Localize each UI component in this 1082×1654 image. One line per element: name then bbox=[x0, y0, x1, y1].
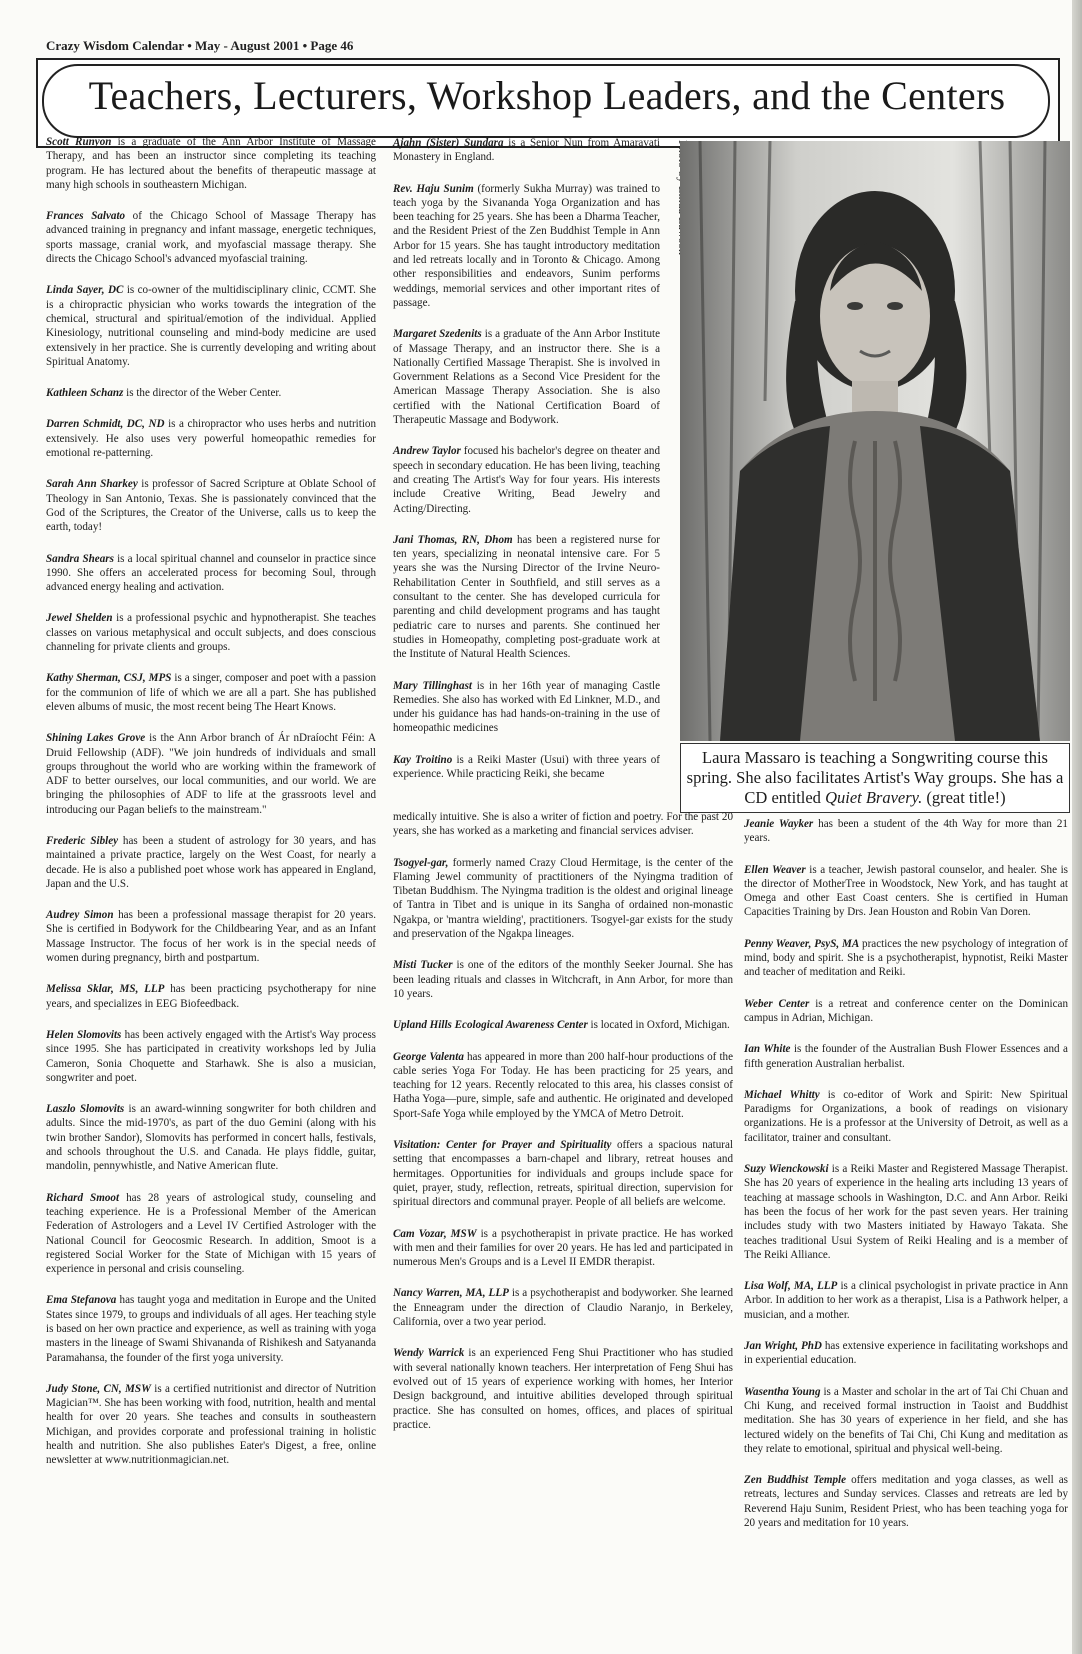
listing-name: Laszlo Slomovits bbox=[46, 1103, 125, 1116]
portrait-photo bbox=[680, 141, 1070, 741]
listing-name: Jeanie Wayker bbox=[744, 818, 814, 830]
listing-name: Upland Hills Ecological Awareness Center bbox=[393, 1019, 588, 1032]
listing-text: is a Reiki Master (Usui) with three years of experience. While practicing Reiki, she became bbox=[393, 753, 660, 780]
listing-entry bbox=[744, 817, 1068, 846]
listing-entry bbox=[744, 1339, 1068, 1368]
listing-name: Ajahn (Sister) Sundara bbox=[393, 137, 504, 149]
listing-text: focused his bachelor's degree on theater and speech in secondary education. He has been living, teaching and creating The Artist's Way for four years. His interests include Creative Writing, Bead Jewelry and Acting/Directing. bbox=[393, 445, 660, 515]
listing-text: is a chiropractor who uses herbs and nutrition extensively. He also uses very powerful homeopathic remedies for emotional re-patterning. bbox=[46, 418, 376, 460]
listing-text: is a local spiritual channel and counselor in practice since 1990. She offers an accelerated process for becoming Soul, through advanced energy healing and activation. bbox=[46, 552, 376, 594]
listing-name: Melissa Sklar, MS, LLP bbox=[46, 983, 165, 996]
listing-name: Kathleen Schanz bbox=[46, 387, 124, 400]
listing-text: is the founder of the Australian Bush Flower Essences and a fifth generation Australian herbalist. bbox=[744, 1043, 1068, 1070]
listing-text: is a certified nutritionist and director of Nutrition Magician™. She has been working with food, nutrition, health and mental health for over 20 years. She teaches and consults in southeastern Michigan, and provides corporate and professional training in holistic health and nutrition. She also publishes Eater's Digest, a free, online newsletter at www.nutritionmagician.net. bbox=[46, 1382, 376, 1467]
listing-name: Misti Tucker bbox=[393, 959, 453, 972]
listing-entry bbox=[744, 937, 1068, 980]
listing-text: has been a professional massage therapist for 20 years. She is certified in Bodywork for the Childbearing Year, and as an Infant Massage Instructor. The focus of her work is in the special needs of women during pregnancy, birth and postpartum. bbox=[46, 909, 376, 965]
listing-entry bbox=[46, 671, 376, 714]
listing-entry bbox=[46, 417, 376, 460]
listing-name: Lisa Wolf, MA, LLP bbox=[744, 1280, 838, 1293]
listing-name: Ian White bbox=[744, 1043, 791, 1056]
listing-text: has extensive experience in facilitating workshops and in experiential education. bbox=[744, 1340, 1068, 1367]
listing-name: Frances Salvato bbox=[46, 210, 126, 223]
page-title: Teachers, Lecturers, Workshop Leaders, and the Centers bbox=[88, 73, 1006, 118]
listing-text: has been practicing psychotherapy for nine years, and specializes in EEG Biofeedback. bbox=[46, 983, 377, 1010]
listing-name: Scott Runyon bbox=[46, 136, 112, 148]
listing-entry bbox=[46, 834, 376, 891]
listing-entry bbox=[393, 810, 733, 839]
listing-name: Jani Thomas, RN, Dhom bbox=[393, 533, 513, 546]
listing-entry bbox=[46, 731, 376, 817]
listing-text: is the Ann Arbor branch of Ár nDraíocht Féin: A Druid Fellowship (ADF). "We join hundreds of individuals and small groups throughout the world who are working within the framework of ADF to better ourselves, our local communities, and our world. We are bringing the philosophies of ADF to life at the grassroots level and introducing our Pagan beliefs to the mainstream." bbox=[46, 732, 376, 816]
listing-entry bbox=[393, 856, 733, 942]
listing-entry bbox=[744, 1088, 1068, 1145]
listing-name: Wasentha Young bbox=[744, 1385, 821, 1398]
listing-entry bbox=[393, 1346, 733, 1432]
listing-name: Margaret Szedenits bbox=[393, 328, 482, 341]
listing-name: Tsogyel-gar, bbox=[393, 856, 449, 869]
listing-name: Kathy Sherman, CSJ, MPS bbox=[46, 672, 172, 685]
listing-name: Ema Stefanova bbox=[46, 1294, 117, 1307]
listing-name: Rev. Haju Sunim bbox=[393, 182, 474, 195]
listing-entry bbox=[744, 1162, 1068, 1262]
listing-text: has been a student of astrology for 30 years, and has maintained a private practice, largely on the West Coast, for nearly a decade. He is also a published poet whose work has appeared in England, Japan and the U.S. bbox=[46, 834, 376, 890]
listing-text: offers meditation and yoga classes, as well as retreats, lectures and Sunday services. Classes and retreats are led by Reverend Haju Sunim, Resident Priest, who has been teaching yoga for 20 years and meditation for 10 years. bbox=[744, 1474, 1068, 1529]
listing-text: has taught yoga and meditation in Europe and the United States since 1979, to groups and individuals of all ages. Her teaching style is based on her own practice and experience, as well as training with yoga masters in the lineage of Swami Shivananda of Rishikesh and Satyananda Paramahansa, the founder of the first yoga university. bbox=[46, 1294, 376, 1364]
listing-text: has been actively engaged with the Artist's Way process since 1995. She has participated in creativity workshops led by Julia Cameron, Sonia Choquette and Starhawk. She is also a musician, songwriter and poet. bbox=[46, 1028, 376, 1084]
page-edge bbox=[1072, 0, 1082, 1654]
listing-entry bbox=[393, 958, 733, 1001]
listing-entry bbox=[393, 1138, 733, 1209]
listing-text: practices the new psychology of integration of mind, body and spirit. She is a psychotherapist, hypnotist, Reiki Master and teacher of meditation and Reiki. bbox=[744, 937, 1068, 979]
listing-text: is an award-winning songwriter for both children and adults. Since the mid-1970's, as part of the duo Gemini (along with his twin brother Sandor), Slomovits has performed in concert halls, festivals, and schools throughout the U.S. and Canada. He plays fiddle, guitar, mandolin, pennywhistle, and Native American flute. bbox=[46, 1103, 376, 1173]
listing-entry bbox=[46, 1382, 376, 1468]
listing-name: Visitation: Center for Prayer and Spirituality bbox=[393, 1139, 612, 1152]
listing-name: Darren Schmidt, DC, ND bbox=[46, 418, 165, 431]
listing-entry bbox=[744, 997, 1068, 1026]
listing-name: Judy Stone, CN, MSW bbox=[46, 1382, 151, 1395]
portrait-illustration bbox=[680, 141, 1070, 741]
listing-name: Sandra Shears bbox=[46, 552, 114, 565]
listing-name: Nancy Warren, MA, LLP bbox=[393, 1287, 509, 1300]
listing-entry bbox=[393, 1286, 733, 1329]
listing-name: Andrew Taylor bbox=[393, 445, 461, 458]
listing-entry bbox=[393, 182, 660, 311]
listing-name: Penny Weaver, PsyS, MA bbox=[744, 937, 860, 950]
listing-name: Frederic Sibley bbox=[46, 834, 119, 847]
listing-text: is located in Oxford, Michigan. bbox=[587, 1019, 730, 1032]
listing-text: medically intuitive. She is also a writer of fiction and poetry. For the past 20 years, she has worked as a marketing and financial services adviser. bbox=[393, 811, 733, 838]
listing-name: Kay Troitino bbox=[393, 753, 453, 766]
listing-text: is in her 16th year of managing Castle Remedies. She also has worked with Ed Linkner, M.D., and under his guidance has had hands-on-training in the use of homeopathic medicines bbox=[393, 679, 660, 735]
listing-name: Jan Wright, PhD bbox=[744, 1340, 822, 1353]
listing-entry bbox=[744, 863, 1068, 920]
caption-aside: (great title!) bbox=[922, 788, 1006, 807]
column-2 bbox=[393, 136, 660, 798]
column-1 bbox=[46, 135, 376, 1485]
listing-name: Zen Buddhist Temple bbox=[744, 1474, 847, 1487]
listing-name: Mary Tillinghast bbox=[393, 679, 472, 692]
listing-text: is a psychotherapist and bodyworker. She learned the Enneagram under the direction of Claudio Naranjo, in Berkeley, California, over a two year period. bbox=[393, 1287, 733, 1329]
listing-name: Shining Lakes Grove bbox=[46, 732, 146, 745]
listing-entry bbox=[46, 552, 376, 595]
photo-caption bbox=[680, 743, 1070, 813]
listing-entry bbox=[46, 283, 376, 369]
listing-entry bbox=[46, 209, 376, 266]
listing-text: is co-editor of Work and Spirit: New Spiritual Paradigms for Organizations, a book of readings on visionary organizations. He is a professor at the University of Detroit, as well as a facilitator, trainer and consultant. bbox=[744, 1088, 1068, 1144]
listing-entry bbox=[46, 1028, 376, 1085]
listing-text: is a retreat and conference center on the Dominican campus in Adrian, Michigan. bbox=[744, 997, 1069, 1024]
listing-text: has been a student of the 4th Way for more than 21 years. bbox=[744, 818, 1068, 845]
listing-name: Jewel Shelden bbox=[46, 612, 113, 625]
listing-entry bbox=[744, 1279, 1068, 1322]
listing-entry bbox=[393, 679, 660, 736]
column-3 bbox=[744, 817, 1068, 1547]
listing-name: Cam Vozar, MSW bbox=[393, 1227, 477, 1240]
listing-text: is a Reiki Master and Registered Massage Therapist. She has 20 years of experience in the healing arts including 13 years of teaching at massage schools in Washington, D.C. and Ann Arbor. Reiki has been the focus of her work for the past seven years. Her training includes study with two Masters initiated by Hawayo Takata. She teaches traditional Usui System of Reiki Healing and is a member of The Reiki Alliance. bbox=[744, 1163, 1068, 1261]
listing-entry bbox=[393, 533, 660, 662]
listing-name: Helen Slomovits bbox=[46, 1028, 122, 1041]
listing-name: Linda Sayer, DC bbox=[46, 284, 124, 297]
listing-text: is a teacher, Jewish pastoral counselor, and healer. She is the director of MotherTree in Woodstock, New York, and has taught at Omega and other East Coast centers. She is certified in Human Capacities Training by Drs. Jean Houston and Robin Van Doren. bbox=[744, 863, 1068, 919]
listing-entry bbox=[46, 1102, 376, 1173]
listing-text: is the director of the Weber Center. bbox=[123, 387, 282, 400]
listing-text: has appeared in more than 200 half-hour productions of the cable series Yoga For Today. He has been practicing for 25 years, and teaching for 12 years. Recently relocated to this area, his classes consist of Hatha Yoga—pure, simple, safe and authentic. He originated and developed Sport-Safe Yoga while employed by the YMCA of Metro Detroit. bbox=[393, 1050, 733, 1120]
listing-text: is co-owner of the multidisciplinary clinic, CCMT. She is a chiropractic physician who works towards the integration of the chemical, structural and spiritual/emotion of the individual. Applied Kinesiology, nutritional counseling and mind-body medicine are used extensively in her practice. She is currently developing and writing about Spiritual Anatomy. bbox=[46, 284, 377, 368]
listing-entry bbox=[744, 1385, 1068, 1456]
listing-name: Weber Center bbox=[744, 997, 810, 1010]
listing-text: is an experienced Feng Shui Practitioner who has studied with several nationally known teachers. Her interpretation of Feng Shui has evolved out of 15 years of experience working with homes, her Interior Design background, and intuitive abilities developed through spiritual practice. She has consulted on homes, offices, and places of spiritual practice. bbox=[393, 1347, 734, 1431]
listing-entry bbox=[46, 1293, 376, 1364]
listing-entry bbox=[46, 386, 376, 400]
listing-entry bbox=[46, 477, 376, 534]
listing-entry bbox=[393, 136, 660, 165]
listing-entry bbox=[744, 1042, 1068, 1071]
listing-text: is professor of Sacred Scripture at Oblate School of Theology in San Antonio, Texas. She is passionately convinced that the God of the Scriptures, the Creator of the Universe, calls us to keep the earth, today! bbox=[46, 478, 376, 534]
listing-text: formerly named Crazy Cloud Hermitage, is the center of the Flaming Jewel community of practitioners of the Nyingma tradition of Tibetan Buddhism. The Nyingma tradition is the oldest and original lineage of Tantra in Tibet and is unique in its Sangha of ordained non-monastic Ngakpa, or 'mantra wielding', practitioners. Tsogyel-gar exists for the study and preservation of the Ngakpa lineages. bbox=[393, 856, 733, 941]
listing-text: is a Master and scholar in the art of Tai Chi Chuan and Chi Kung, and received formal instruction in Taoist and Buddhist meditation. She has 30 years of experience in her field, and she has lectured widely on the benefits of Tai Chi, Chi Kung and meditation as they relate to emotional, spiritual and physical well-being. bbox=[744, 1385, 1068, 1455]
column-2-lower bbox=[393, 810, 733, 1449]
listing-name: Sarah Ann Sharkey bbox=[46, 478, 138, 491]
caption-cd-title: Quiet Bravery. bbox=[825, 788, 923, 807]
listing-entry bbox=[393, 1227, 733, 1270]
listing-entry bbox=[393, 1018, 733, 1032]
listing-text: of the Chicago School of Massage Therapy has advanced training in pregnancy and infant massage, energetic techniques, sports massage, cranial work, and myofascial massage therapy. She directs the Chicago School's advanced myofascial training. bbox=[46, 210, 376, 266]
listing-entry bbox=[46, 908, 376, 965]
running-head: Crazy Wisdom Calendar • May - August 2001 • Page 46 bbox=[46, 38, 354, 53]
caption-text: Laura Massaro is teaching a Songwriting course this spring. She also facilitates Artist's Way groups. She has a CD entitled bbox=[686, 748, 1064, 807]
listing-text: offers a spacious natural setting that encompasses a barn-chapel and library, retreat houses and hermitages. Opportunities for individuals and groups include space for quiet, prayer, study, reflection, retreats, spiritual direction, supervision for spiritual directors and communal prayer. People of all beliefs are welcome. bbox=[393, 1139, 733, 1209]
listing-text: is a Senior Nun from Amaravati Monastery in England. bbox=[393, 137, 660, 164]
title-banner bbox=[36, 58, 1058, 146]
listing-name: Ellen Weaver bbox=[744, 863, 806, 876]
listing-name: Suzy Wienckowski bbox=[744, 1163, 829, 1176]
listing-name: George Valenta bbox=[393, 1050, 464, 1063]
listing-text: has been a registered nurse for ten years, specializing in neonatal intensive care. For 5 years she was the Nursing Director of the Irvine Neuro-Rehabilitation Center in Southfield, and still serves as a consultant to the center. She has developed curricula for parenting and child development programs and has taught pediatric care to nurses and parents. She continued her studies in Homeopathy, completing post-graduate work at the Institute of Natural Health Sciences. bbox=[393, 533, 661, 661]
listing-entry bbox=[393, 327, 660, 427]
listing-name: Michael Whitty bbox=[744, 1088, 820, 1101]
listing-text: is one of the editors of the monthly Seeker Journal. She has been leading rituals and classes in Witchcraft, in Ann Arbor, for more than 10 years. bbox=[393, 959, 733, 1000]
listing-entry bbox=[744, 1473, 1068, 1530]
listing-entry bbox=[46, 135, 376, 192]
listing-text: (formerly Sukha Murray) was trained to teach yoga by the Sivananda Yoga Organization and has been teaching for 25 years. She has been a Dharma Teacher, and the Resident Priest of the Zen Buddhist Temple in Ann Arbor for 15 years. She has taught introductory meditation and led retreats locally and in Toronto & Chicago. Among other responsibilities and endeavors, Sunim performs weddings, memorial services and other important rites of passage. bbox=[393, 182, 660, 309]
listing-name: Audrey Simon bbox=[46, 909, 114, 922]
listing-entry bbox=[393, 753, 660, 782]
listing-entry bbox=[393, 1050, 733, 1121]
listing-text: is a graduate of the Ann Arbor Institute of Massage Therapy, and an instructor there. She is a Nationally Certified Massage Therapist. She is involved in Government Relations as a Second Vice President for the American Massage Therapy Association. She is also certified with the National Certification Board of Therapeutic Massage and Bodywork. bbox=[393, 328, 661, 427]
listing-entry bbox=[46, 1191, 376, 1277]
listing-text: is a psychotherapist in private practice. He has worked with men and their families for over 20 years. He has led and participated in numerous Men's Groups and is a Level II EMDR therapist. bbox=[393, 1227, 733, 1269]
listing-text: is a singer, composer and poet with a passion for the communion of life of which we are all a part. She has published eleven albums of music, the most recent being The Heart Knows. bbox=[46, 672, 376, 713]
listing-entry bbox=[46, 982, 376, 1011]
listing-name: Richard Smoot bbox=[46, 1191, 120, 1204]
listing-text: is a graduate of the Ann Arbor Institute of Massage Therapy, and has been an instructor since completing its teaching program. He has lectured about the benefits of therapeutic massage at many high schools in southeastern Michigan. bbox=[46, 136, 376, 191]
listing-text: has 28 years of astrological study, counseling and teaching experience. He is a Professional Member of the American Federation of Astrologers and a Level IV Certified Astrologer with the National Council for Geocosmic Research. In addition, Smoot is a registered Social Worker for the State of Michigan with 15 years of experience in personal and crisis counseling. bbox=[46, 1191, 376, 1276]
listing-name: Wendy Warrick bbox=[393, 1347, 465, 1360]
listing-entry bbox=[46, 611, 376, 654]
listing-entry bbox=[393, 444, 660, 515]
listing-text: is a professional psychic and hypnotherapist. She teaches classes on various metaphysical and occult subjects, and does conscious channeling for private clients and groups. bbox=[46, 612, 376, 654]
listing-text: is a clinical psychologist in private practice in Ann Arbor. In addition to her work as a therapist, Lisa is a Pathwork helper, a musician, and a mother. bbox=[744, 1280, 1068, 1321]
